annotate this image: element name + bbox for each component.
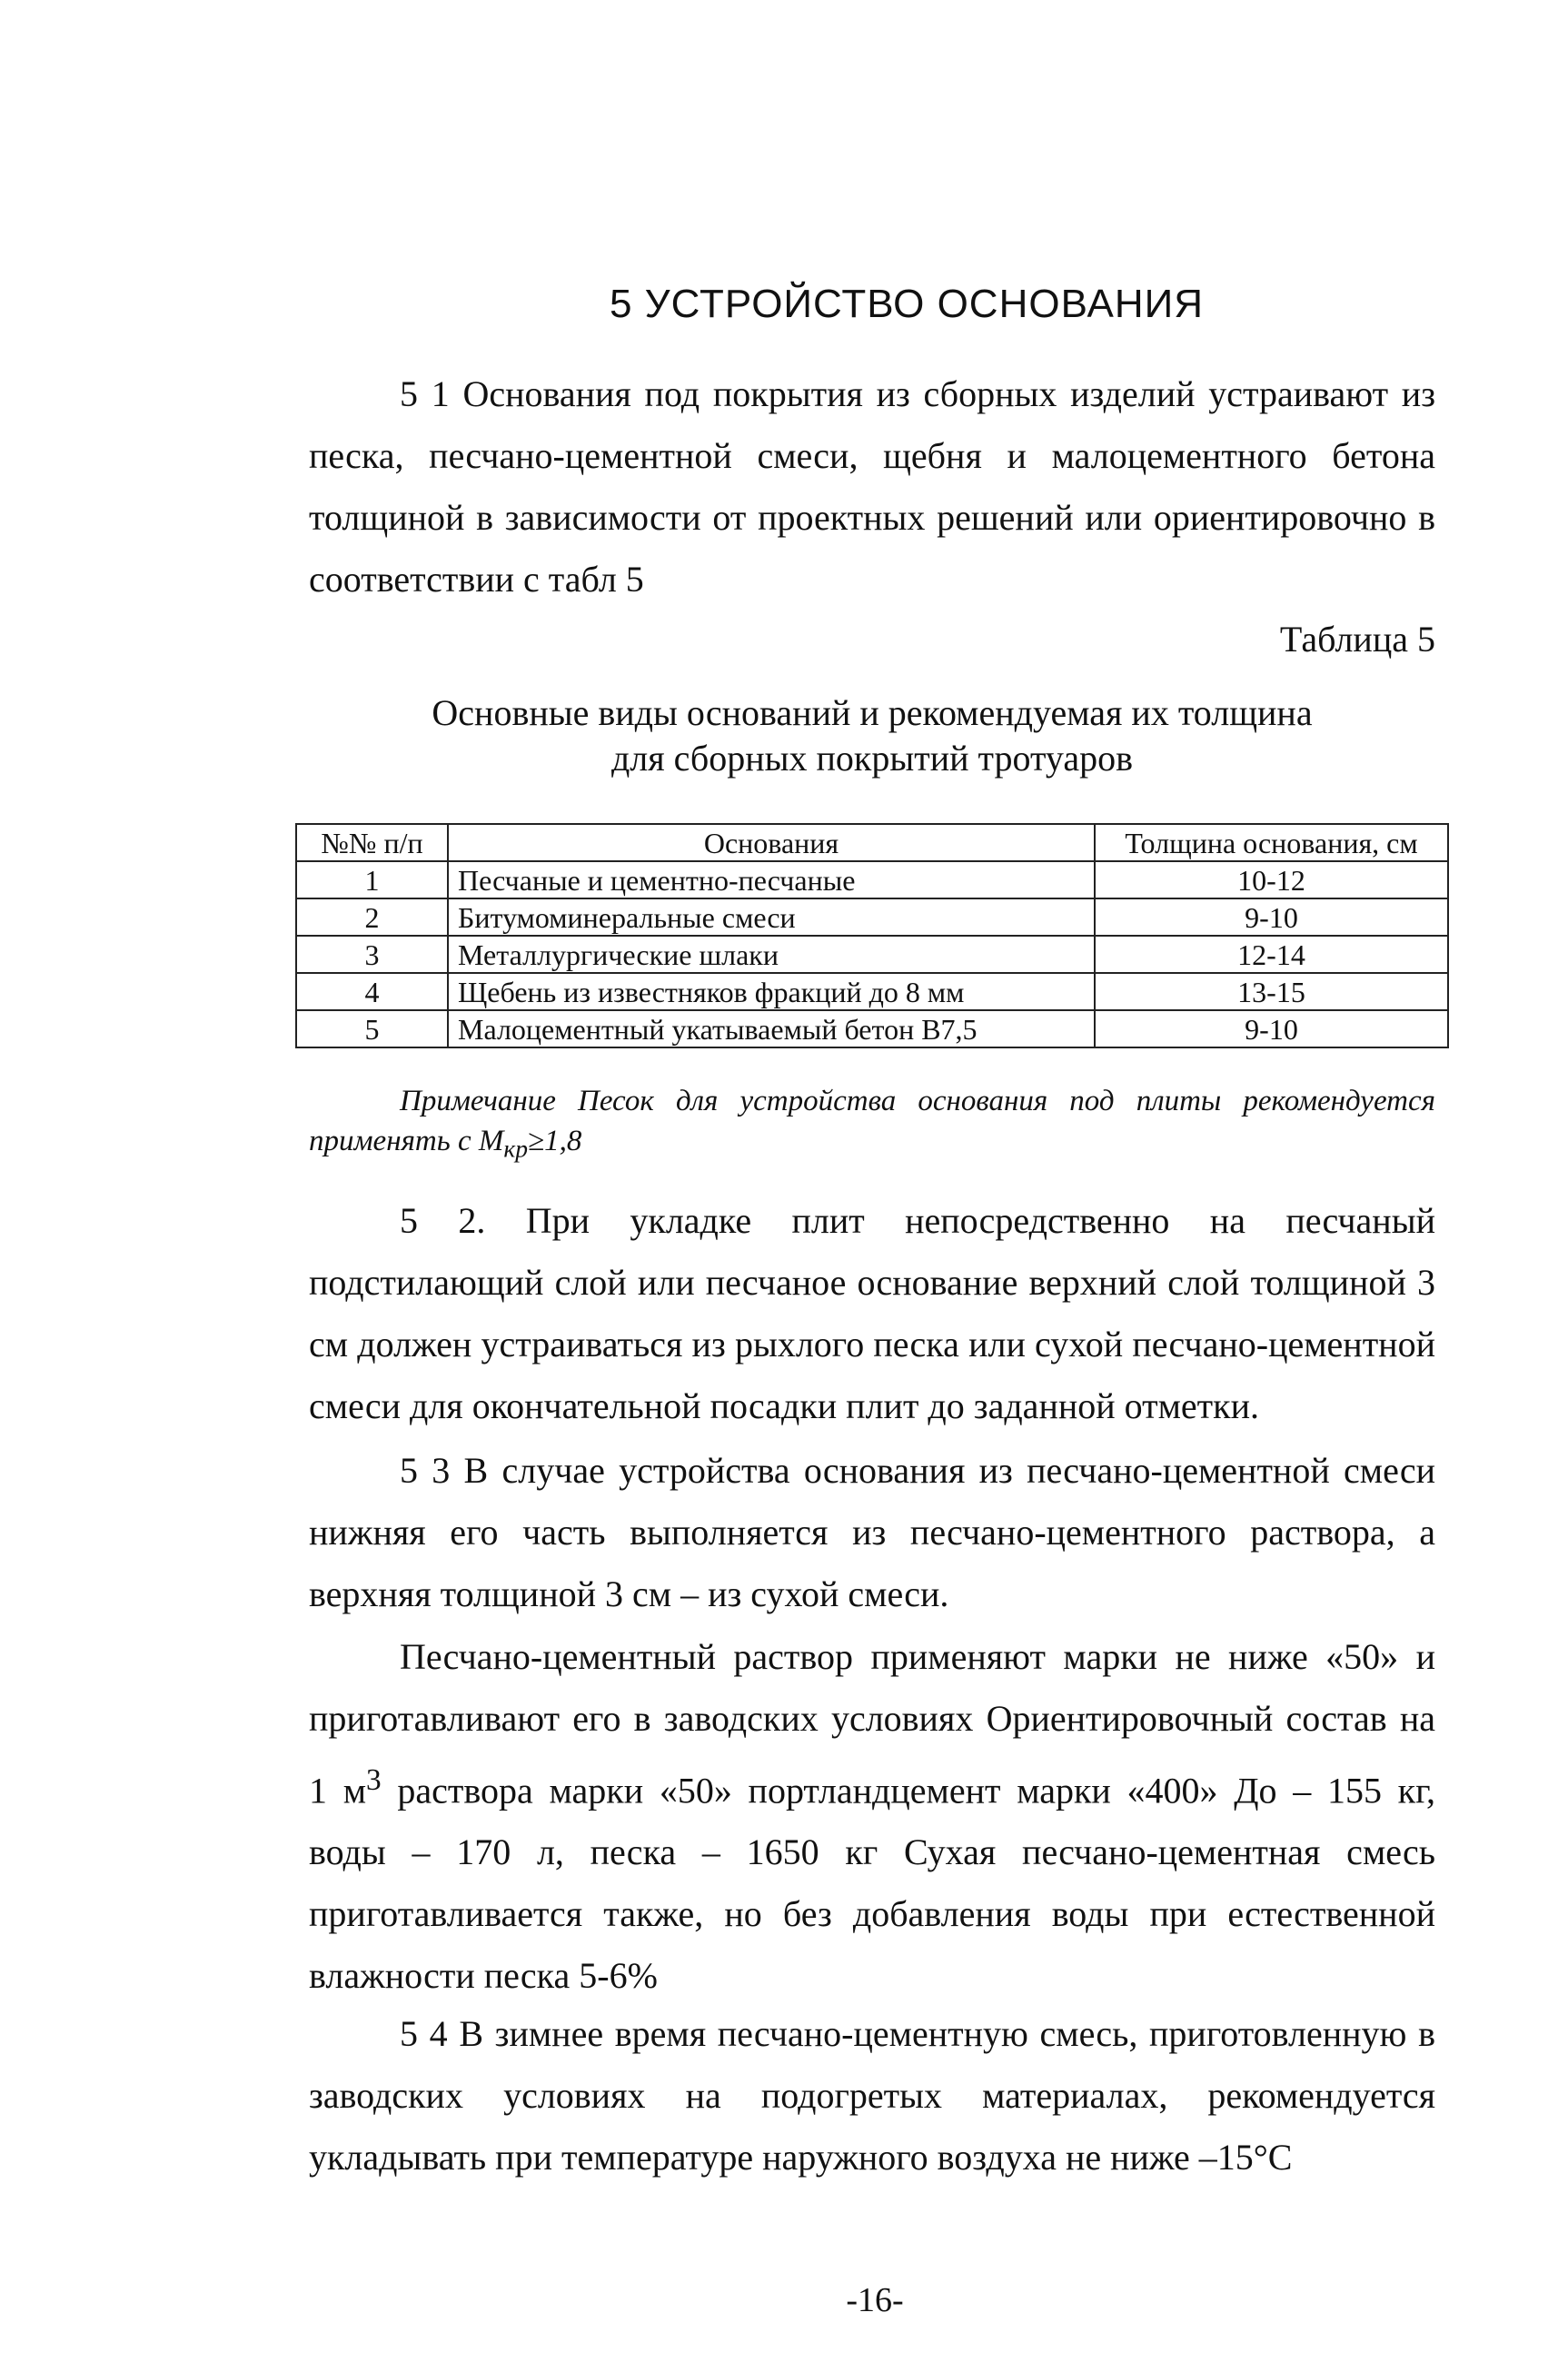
note-subscript: кр — [503, 1134, 529, 1163]
paragraph-5-3: 5 3 В случае устройства основания из песчано-цементной смеси нижняя его часть выполняется из песчано-цементного раствора, а верхняя толщиной 3 см – из сухой смеси. — [309, 1450, 1435, 1614]
base-thickness-table — [295, 823, 1449, 1048]
table-cell: 9-10 — [1095, 1010, 1448, 1047]
table-cell: 10-12 — [1095, 861, 1448, 898]
table-row — [296, 973, 1448, 1010]
table-header-cell: Толщина основания, см — [1095, 824, 1448, 861]
table-row — [296, 1010, 1448, 1047]
table-row — [296, 861, 1448, 898]
table-cell: 4 — [296, 973, 448, 1010]
section-title: 5 УСТРОЙСТВО ОСНОВАНИЯ — [609, 282, 1204, 326]
paragraph-mortar — [309, 1626, 1435, 2007]
table-title — [309, 690, 1435, 781]
table-cell: 13-15 — [1095, 973, 1448, 1010]
note-text: Примечание Песок для устройства основания под плиты рекомендуется применять с — [309, 1085, 1435, 1157]
table-title-line-2: для сборных покрытий тротуаров — [610, 738, 1134, 779]
table-row — [296, 936, 1448, 973]
mortar-text-cont: раствора марки «50» портландцемент марки «400» До – 155 кг, воды – 170 л, песка – 1650 кг Сухая песчано-цементная смесь приготавливается также, но без добавления воды при естественной влажности песка 5-6% — [309, 1770, 1436, 1997]
mortar-superscript: 3 — [366, 1763, 382, 1797]
table-caption: Таблица 5 — [1279, 619, 1435, 660]
table-cell: 12-14 — [1095, 936, 1448, 973]
mortar-text: Песчано-цементный раствор применяют марки не ниже «50» и приготавливают его в заводских условиях Ориентировочный состав на 1 м — [309, 1636, 1435, 1811]
table-note — [309, 1081, 1435, 1169]
table-row — [296, 898, 1448, 936]
note-symbol: М — [478, 1125, 504, 1157]
table-cell: Малоцементный укатываемый бетон В7,5 — [448, 1010, 1095, 1047]
table-cell: 9-10 — [1095, 898, 1448, 936]
table-title-line-1: Основные виды оснований и рекомендуемая их толщина — [432, 692, 1313, 733]
table-header-cell: №№ п/п — [296, 824, 448, 861]
table-cell: Битумоминеральные смеси — [448, 898, 1095, 936]
paragraph-5-2: 5 2. При укладке плит непосредственно на песчаный подстилающий слой или песчаное основание верхний слой толщиной 3 см должен устраиваться из рыхлого песка или сухой песчано-цементной смеси для окончательной посадки плит до заданной отметки. — [309, 1200, 1435, 1426]
paragraph-5-4: 5 4 В зимнее время песчано-цементную смесь, приготовленную в заводских условиях на подогретых материалах, рекомендуется укладывать при температуре наружного воздуха не ниже –15°С — [309, 2013, 1435, 2178]
table-header-row — [296, 824, 1448, 861]
table-cell: Щебень из известняков фракций до 8 мм — [448, 973, 1095, 1010]
table-header-cell: Основания — [448, 824, 1095, 861]
paragraph-5-1: 5 1 Основания под покрытия из сборных изделий устраивают из песка, песчано-цементной смеси, щебня и малоцементного бетона толщиной в зависимости от проектных решений или ориентировочно в соответствии с табл 5 — [309, 373, 1435, 600]
table-cell: Песчаные и цементно-песчаные — [448, 861, 1095, 898]
page-number: -16- — [846, 2281, 904, 2319]
table-cell: 3 — [296, 936, 448, 973]
table-cell: 1 — [296, 861, 448, 898]
table-cell: 5 — [296, 1010, 448, 1047]
table-cell: 2 — [296, 898, 448, 936]
note-value: ≥1,8 — [528, 1125, 582, 1157]
table-cell: Металлургические шлаки — [448, 936, 1095, 973]
